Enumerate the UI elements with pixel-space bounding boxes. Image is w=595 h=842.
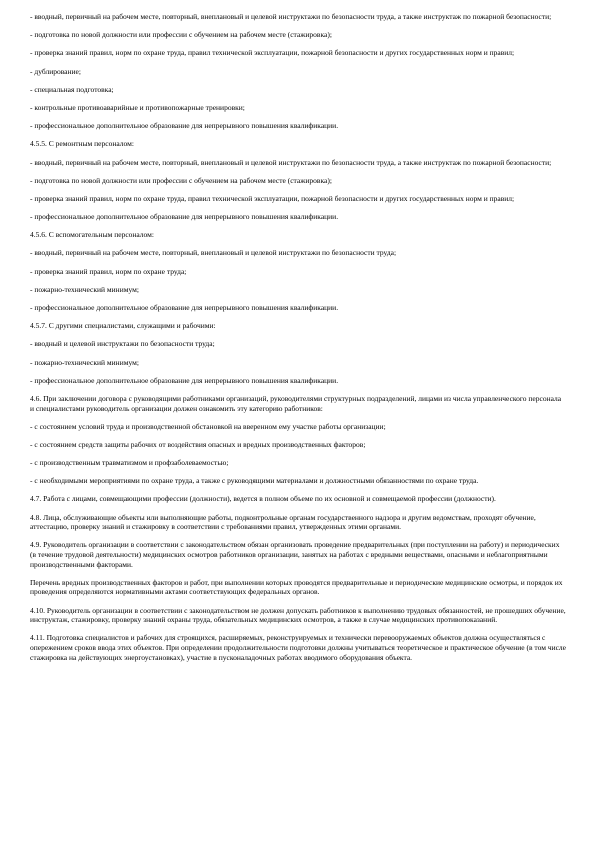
paragraph-17: - профессиональное дополнительное образование для непрерывного повышения квалификации.: [30, 303, 339, 312]
paragraph-30: Перечень вредных производственных факторов и работ, при выполнении которых проводятся предварительные и периодические медицинские осмотры, и порядок их проведения определяются нормативными актами соответствующих федеральных органов.: [30, 577, 563, 597]
paragraph-19: - вводный и целевой инструктажи по безопасности труда;: [30, 339, 215, 349]
paragraph-20: - пожарно-технический минимум;: [30, 357, 139, 367]
paragraph-9: - вводный, первичный на рабочем месте, повторный, внеплановый и целевой инструктажи по безопасности труда, а также инструктаж по пожарной безопасности;: [30, 157, 552, 167]
paragraph-14: - вводный, первичный на рабочем месте, повторный, внеплановый и целевой инструктажи по безопасности труда;: [30, 248, 397, 258]
clause-4-7: 4.7. Работа с лицами, совмещающими профессии (должности), ведется в полном объеме по их основной и совмещаемой профессии (должности).: [30, 494, 496, 504]
paragraph-10: - подготовка по новой должности или профессии с обучением на рабочем месте (стажировка);: [30, 175, 332, 185]
clause-4-6: 4.6. При заключении договора с руководящими работниками организаций, руководителями структурных подразделений, лицами из числа управленческого персонала и специалистами руководитель организации должен ознакомить эту категорию работников:: [30, 393, 562, 413]
paragraph-15: - проверка знаний правил, норм по охране труда;: [30, 266, 187, 276]
clause-4-8: 4.8. Лица, обслуживающие объекты или выполняющие работы, подконтрольные органам государственного надзора и другим ведомствам, проходят обучение, аттестацию, проверку знаний и стажировку в соответствии с требованиями правил, утвержденных этими органами.: [30, 512, 536, 532]
paragraph-4: - дублирование;: [30, 66, 81, 76]
paragraph-1: - вводный, первичный на рабочем месте, повторный, внеплановый и целевой инструктажи по безопасности труда, а также инструктаж по пожарной безопасности;: [30, 12, 552, 21]
section-heading-4-5-7: 4.5.7. С другими специалистами, служащими и рабочими:: [30, 321, 216, 331]
paragraph-5: - специальная подготовка;: [30, 84, 114, 94]
paragraph-16: - пожарно-технический минимум;: [30, 284, 139, 294]
document-page: [30, 12, 566, 671]
paragraph-24: - с состоянием средств защиты рабочих от воздействия опасных и вредных производственных факторов;: [30, 439, 366, 449]
clause-4-9: 4.9. Руководитель организации в соответствии с законодательством обязан организовать проведение предварительных (при поступлении на работу) и периодических (в течение трудовой деятельности) медицинских осмотров работников организации, занятых на работах с вредными веществами, опасными и неблагоприятными производственными факторами.: [30, 540, 560, 569]
paragraph-26: - с необходимыми мероприятиями по охране труда, а также с руководящими материалами и должностными обязанностями по охране труда.: [30, 476, 479, 486]
section-heading-4-5-6: 4.5.6. С вспомогательным персоналом:: [30, 230, 154, 240]
clause-4-11: 4.11. Подготовка специалистов и рабочих для строящихся, расширяемых, реконструируемых и технически перевооружаемых объектов должна осуществляться с опережением сроков ввода этих объектов. При определении продолжительности подготовки должны учитываться теоретическое и практическое обучение (в том числе стажировка на действующих энергоустановках), участие в пусконаладочных работах вводимого оборудования объекта.: [30, 633, 567, 662]
paragraph-6: - контрольные противоаварийные и противопожарные тренировки;: [30, 102, 245, 112]
paragraph-12: - профессиональное дополнительное образование для непрерывного повышения квалификации.: [30, 212, 339, 222]
paragraph-25: - с производственным травматизмом и профзаболеваемостью;: [30, 458, 229, 468]
paragraph-7: - профессиональное дополнительное образование для непрерывного повышения квалификации.: [30, 121, 339, 131]
clause-4-10: 4.10. Руководитель организации в соответствии с законодательством не должен допускать работников к выполнению трудовых обязанностей, не прошедших обучение, инструктаж, стажировку, проверку знаний охраны труда, обязательных медицинских осмотров, а также в случае медицинских противопоказаний.: [30, 605, 566, 625]
paragraph-3: - проверка знаний правил, норм по охране труда, правил технической эксплуатации, пожарной безопасности и других государственных норм и правил;: [30, 48, 515, 58]
section-heading-4-5-5: 4.5.5. С ремонтным персоналом:: [30, 139, 134, 149]
paragraph-23: - с состоянием условий труда и производственной обстановкой на вверенном ему участке работы организации;: [30, 421, 386, 431]
paragraph-2: - подготовка по новой должности или профессии с обучением на рабочем месте (стажировка);: [30, 30, 332, 40]
paragraph-11: - проверка знаний правил, норм по охране труда, правил технической эксплуатации, пожарной безопасности и других государственных норм и правил;: [30, 193, 515, 203]
paragraph-21: - профессиональное дополнительное образование для непрерывного повышения квалификации.: [30, 375, 339, 385]
